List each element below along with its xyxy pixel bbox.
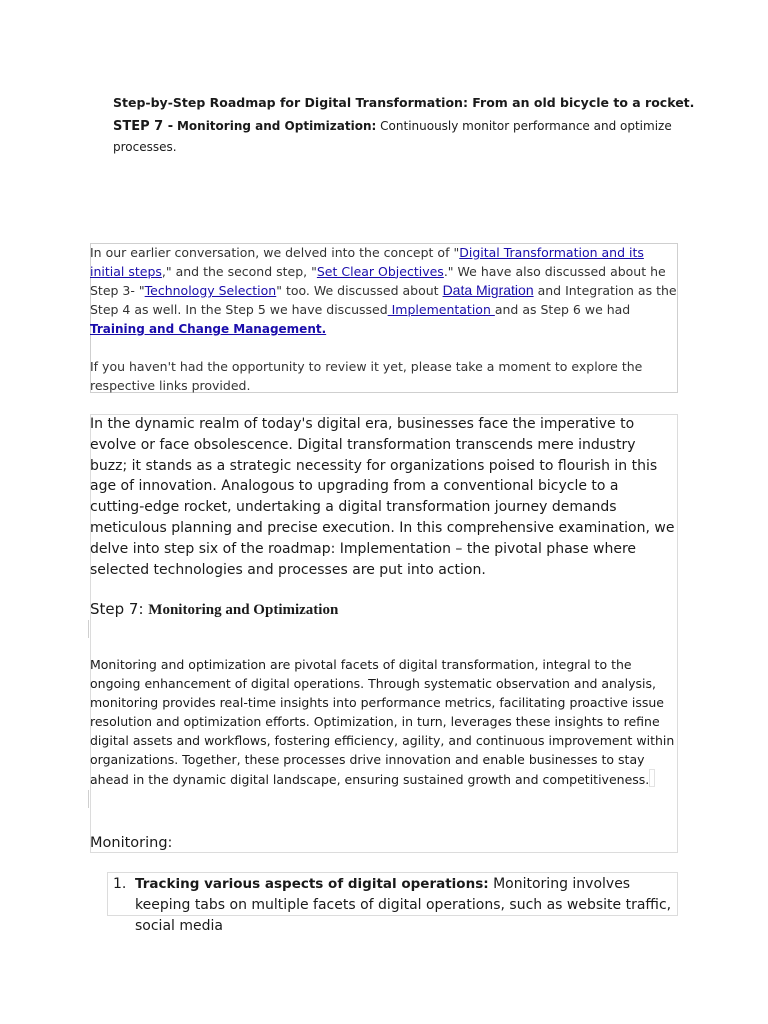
section-title: Monitoring and Optimization <box>148 602 339 618</box>
list-item <box>135 874 675 937</box>
recap-text: ," and the second step, " <box>161 263 317 279</box>
document-title: Step-by-Step Roadmap for Digital Transformation: From an old bicycle to a rocket. <box>113 95 695 110</box>
link-digital-transformation[interactable]: Digital Transformation and its initial steps <box>90 245 644 279</box>
recap-text: In our earlier conversation, we delved into the concept of " <box>90 245 460 260</box>
section-paragraph-text: Monitoring and optimization are pivotal facets of digital transformation, integral to the ongoing enhancement of digital operations. Through systematic observation and analysis, monitoring provides real-time insights into performance metrics, facilitating proactive issue resolution and optimization efforts. Optimization, in turn, leverages these insights to refine digital assets and workflows, fostering efficiency, agility, and continuous improvement within organizations. Together, these processes drive innovation and enable businesses to stay ahead in the dynamic digital landscape, ensuring sustained growth and competitiveness. <box>90 657 675 787</box>
section-heading <box>90 598 338 621</box>
link-data-migration[interactable]: Data Migration <box>442 282 534 299</box>
list-item-number: 1. <box>113 876 127 892</box>
recap-text: ." We have also discussed about he Step 3- " <box>90 263 666 299</box>
divider <box>88 620 89 638</box>
link-set-clear-objectives[interactable]: Set Clear Objectives <box>316 263 444 279</box>
recap-paragraph <box>90 244 678 339</box>
recap-text: and Integration as the Step 4 as well. In the Step 5 we have discussed <box>90 283 677 318</box>
text-caret <box>649 769 655 787</box>
link-implementation[interactable]: Implementation <box>387 302 495 318</box>
step-heading: Monitoring and Optimization: <box>176 119 377 133</box>
step-description: Continuously monitor performance and optimize processes. <box>113 119 672 154</box>
step-number: STEP 7 - <box>113 119 174 134</box>
intro-paragraph: In the dynamic realm of today's digital era, businesses face the imperative to evolve or face obsolescence. Digital transformation transcends mere industry buzz; it stands as a strategic necessity for organizations poised to flourish in this age of innovation. Analogous to upgrading from a conventional bicycle to a cutting-edge rocket, undertaking a digital transformation journey demands meticulous planning and precise execution. In this comprehensive examination, we delve into step six of the roadmap: Implementation – the pivotal phase where selected technologies and processes are put into action. <box>90 416 675 578</box>
recap-text: and as Step 6 we had <box>494 302 631 318</box>
link-technology-selection[interactable]: Technology Selection <box>144 283 277 299</box>
recap-text: " too. We discussed about <box>276 283 443 299</box>
monitoring-heading: Monitoring: <box>90 835 173 851</box>
link-training-change-management[interactable]: Training and Change Management. <box>90 321 327 336</box>
list-item-lead: Tracking various aspects of digital operations: <box>135 876 489 892</box>
section-paragraph <box>90 655 678 789</box>
recap-note: If you haven't had the opportunity to review it yet, please take a moment to explore the respective links provided. <box>90 359 643 393</box>
step-summary <box>113 116 673 157</box>
section-label: Step 7: <box>90 600 149 618</box>
list-item-text: Monitoring involves keeping tabs on multiple facets of digital operations, such as website traffic, social media <box>135 876 672 934</box>
divider <box>88 790 89 808</box>
